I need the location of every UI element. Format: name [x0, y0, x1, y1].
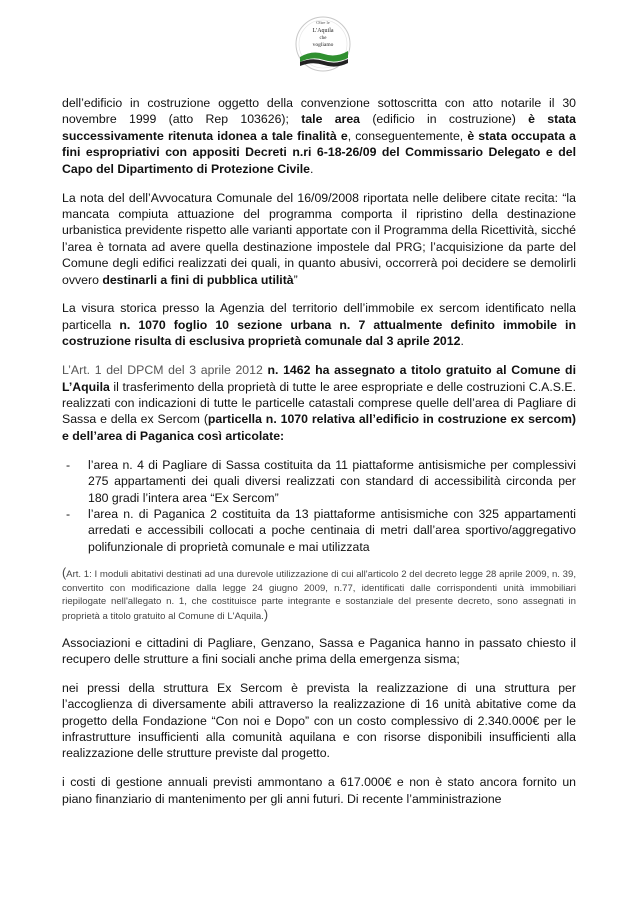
paragraph-7: i costi di gestione annuali previsti ammontano a 617.000€ e non è stato ancora fornito un piano finanziario di mantenimento per gli anni futuri. Di recente l’amministrazione — [62, 775, 576, 806]
list-dash: - — [66, 506, 71, 521]
document-body — [62, 95, 576, 820]
list-item-text: l’area n. 4 di Pagliare di Sassa costituita da 11 piattaforme antisismiche per complessivi 275 appartamenti dei quali diversi realizzati con standard di accessibilità circonda per 180 gradi l’intera area “Ex Sercom” — [88, 457, 576, 505]
paragraph-1: dell’edificio in costruzione oggetto della convenzione sottoscritta con atto notarile il 30 novembre 1999 (atto Rep 103626); tale area (edificio in costruzione) è stata successivamente ritenuta idonea a tale finalità e, conseguentemente, è stata occupata a fini espropriativi con appositi Decreti n.ri 6-18-26/09 del Commissario Delegato e del Capo del Dipartimento di Protezione Civile. — [62, 96, 576, 176]
list-item — [62, 457, 576, 506]
paragraph-3: La visura storica presso la Agenzia del territorio dell’immobile ex sercom identificato nella particella n. 1070 foglio 10 sezione urbana n. 7 attualmente definito immobile in costruzione risulta di esclusiva proprietà comunale dal 3 aprile 2012. — [62, 301, 576, 349]
area-list — [62, 457, 576, 555]
seal-line4: vogliamo — [312, 42, 334, 48]
seal-line2: L'Aquila — [312, 28, 334, 34]
paragraph-2: La nota del dell’Avvocatura Comunale del 16/09/2008 riportata nelle delibere citate recita: “la mancata compiuta attuazione del programma comporta il ripristino della destinazione urbanistica previdente rispetto alle varianti apportate con il Programma della Ricettività, sicché l’area è tornata ad avere quella destinazione impostele dal PRG; l’acquisizione da parte del Comune degli edifici realizzati dei quali, in quanto abusivi, occorrerà poi decidere se demolirli ovvero destinarli a fini di pubblica utilità” — [62, 190, 576, 287]
list-dash: - — [66, 457, 71, 472]
paragraph-4: L’Art. 1 del DPCM del 3 aprile 2012 n. 1462 ha assegnato a titolo gratuito al Comune di L’Aquila il trasferimento della proprietà di tutte le aree espropriate e delle costruzioni C.A.S.E. realizzati con indicazioni di tutte le particelle catastali comprese quelle dell’area di Pagliare di Sassa e della ex Sercom (particella n. 1070 relativa all’edificio in costruzione ex sercom) e dell’area di Paganica così articolate: — [62, 363, 577, 443]
logo-seal — [294, 10, 352, 86]
footnote-art1: (Art. 1: I moduli abitativi destinati ad una durevole utilizzazione di cui all'articolo 2 del decreto legge 28 aprile 2009, n. 39, convertito con modificazione dalla legge 24 giugno 2009, n.77, identificati dalle corrispondenti unità immobiliari riepilogate nell'allegato n. 1, che costituisce parte integrante e sostanziale del presente decreto, sono assegnati in proprietà a titolo gratuito al Comune di L'Aquila.) — [62, 566, 576, 622]
seal-line1: Oltre le — [316, 20, 330, 25]
paragraph-5: Associazioni e cittadini di Pagliare, Genzano, Sassa e Paganica hanno in passato chiesto il recupero delle strutture a fini sociali anche prima della emergenza sisma; — [62, 635, 576, 666]
list-item — [62, 506, 576, 555]
seal-graphic — [294, 10, 352, 86]
paragraph-6: nei pressi della struttura Ex Sercom è prevista la realizzazione di una struttura per l’accoglienza di diversamente abili attraverso la realizzazione di 16 unità abitative come da progetto della Fondazione “Con noi e Dopo” con un costo complessivo di 2.340.000€ per le infrastrutture insufficienti alla comunità aquilana e con risorse disponibili insufficienti alla realizzazione delle strutture previste dal progetto. — [62, 680, 576, 761]
seal-line3: che — [319, 36, 327, 41]
list-item-text: l’area n. di Paganica 2 costituita da 13 piattaforme antisismiche con 325 appartamenti arredati e accessibili collocati a poche centinaia di metri dall’area sportivo/aggregativo polifunzionale di proprietà comunale e mai utilizzata — [88, 506, 576, 554]
